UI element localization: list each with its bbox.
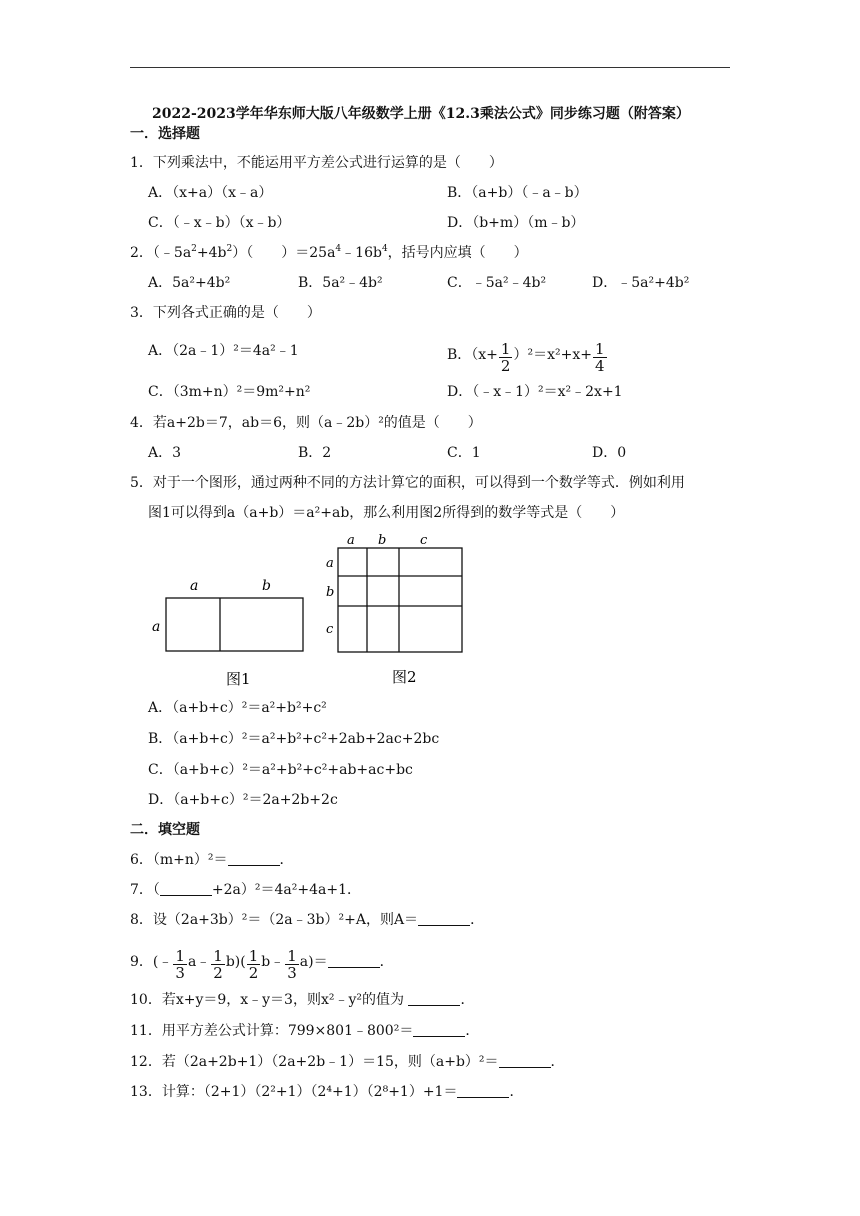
q1-option-c: C．（﹣x﹣b）（x﹣b） (148, 215, 291, 231)
q2-option-b: B．5a²﹣4b² (298, 275, 383, 291)
q5-stem-line1: 5．对于一个图形，通过两种不同的方法计算它的面积，可以得到一个数学等式．例如利用 (130, 475, 685, 491)
answer-blank (408, 991, 460, 1006)
q2-option-d: D．﹣5a²+4b² (592, 275, 690, 291)
q10: 10．若x+y＝9，x﹣y＝3，则x²﹣y²的值为 ． (130, 992, 475, 1008)
q4-option-d: D．0 (592, 445, 627, 461)
q5-stem-line2: 图1可以得到a（a+b）＝a²+ab，那么利用图2所得到的数学等式是（ ） (148, 505, 625, 521)
section-heading-fill: 二．填空题 (130, 822, 200, 838)
q6: 6．（m+n）²＝ ． (130, 852, 294, 868)
q5-option-d: D．（a+b+c）²＝2a+2b+2c (148, 792, 338, 808)
q7: 7．（ +2a）²＝4a²+4a+1． (130, 882, 362, 898)
section-heading-choice: 一．选择题 (130, 126, 200, 142)
figure-1 (140, 570, 320, 690)
fig2-left-label-c: c (326, 622, 334, 637)
q12: 12．若（2a+2b+1）（2a+2b﹣1）＝15，则（a+b）²＝ ． (130, 1054, 565, 1070)
q5-option-b: B．（a+b+c）²＝a²+b²+c²+2ab+2ac+2bc (148, 731, 440, 747)
document-title: 2022-2023学年华东师大版八年级数学上册《12.3乘法公式》同步练习题（附答案） (152, 106, 690, 122)
answer-blank (499, 1053, 551, 1068)
answer-blank (228, 851, 280, 866)
fig2-top-label-c: c (420, 533, 428, 548)
q5-option-a: A．（a+b+c）²＝a²+b²+c² (148, 700, 327, 716)
answer-blank (160, 881, 212, 896)
fig1-label-a-top: a (190, 578, 199, 594)
fraction-one-quarter: $\frac{1}{4}$ (594, 340, 605, 375)
q8: 8．设（2a+3b）²＝（2a﹣3b）²+A，则A＝ ． (130, 912, 485, 928)
q5-option-c: C．（a+b+c）²＝a²+b²+c²+ab+ac+bc (148, 762, 413, 778)
q2-option-a: A．5a²+4b² (148, 275, 231, 291)
fig1-label-b-top: b (262, 578, 271, 594)
q11: 11．用平方差公式计算：799×801﹣800²＝ ． (130, 1023, 480, 1039)
header-rule (130, 67, 730, 68)
q9: 9．(﹣ $\frac{1}{3}$ a﹣ $\frac{1}{2}$ b)( $\frac{1}{2}$ b﹣ $\frac{1}{3}$ a)＝ ． (130, 947, 394, 982)
figure-2 (320, 532, 470, 692)
fig2-left-label-a: a (326, 556, 334, 571)
fraction-one-half: $\frac{1}{2}$ (500, 340, 511, 375)
q2-stem: 2．$(﹣5a^2+4b^2)$（ ）$=25a^4﹣16b^4$，括号内应填（ ） (130, 244, 528, 261)
fig2-top-label-a: a (347, 533, 355, 548)
fig2-outer-rect (338, 548, 462, 652)
fig2-top-label-b: b (378, 533, 387, 548)
answer-blank (328, 953, 380, 968)
q3-option-c: C．（3m+n）²＝9m²+n² (148, 384, 311, 400)
fig2-caption: 图2 (392, 668, 417, 686)
q1-stem: 1．下列乘法中，不能运用平方差公式进行运算的是（ ） (130, 155, 503, 171)
q1-option-d: D．（b+m）（m﹣b） (447, 215, 585, 231)
fig1-outer-rect (166, 598, 303, 651)
q3-option-d: D．（﹣x﹣1）²＝x²﹣2x+1 (447, 384, 623, 400)
q3-option-b: B．（x+ $\frac{1}{2}$ ）²＝x²+x+ $\frac{1}{4}$ (447, 340, 605, 375)
answer-blank (413, 1022, 465, 1037)
q4-option-b: B．2 (298, 445, 332, 461)
fig1-label-a-left: a (152, 619, 161, 635)
q3-stem: 3．下列各式正确的是（ ） (130, 305, 321, 321)
fig1-caption: 图1 (226, 670, 251, 688)
fig2-left-label-b: b (326, 585, 335, 600)
q4-option-a: A．3 (148, 445, 182, 461)
q13: 13．计算：（2+1）（2²+1）（2⁴+1）（2⁸+1）+1＝ ． (130, 1084, 524, 1100)
q2-option-c: C．﹣5a²﹣4b² (447, 275, 547, 291)
q1-option-a: A．（x+a）（x﹣a） (148, 185, 273, 201)
q1-option-b: B．（a+b）（﹣a﹣b） (447, 185, 588, 201)
answer-blank (457, 1083, 509, 1098)
answer-blank (418, 911, 470, 926)
q4-stem: 4．若a+2b＝7，ab＝6，则（a﹣2b）²的值是（ ） (130, 415, 482, 431)
q4-option-c: C．1 (447, 445, 481, 461)
q3-option-a: A．（2a﹣1）²＝4a²﹣1 (148, 343, 299, 359)
